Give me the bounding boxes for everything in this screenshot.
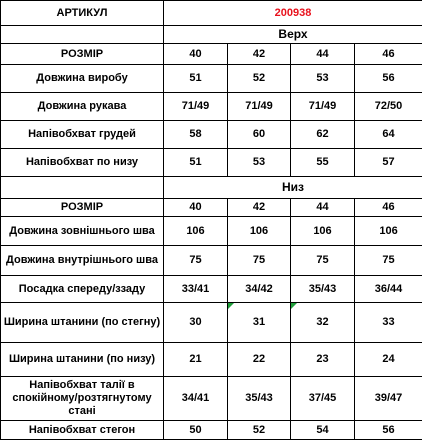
- value-cell: 53: [228, 149, 291, 177]
- row-label: Посадка спереду/ззаду: [1, 276, 164, 303]
- value-cell: 71/49: [164, 93, 228, 121]
- value-cell-flagged: 32: [291, 303, 355, 343]
- table-row: [1, 276, 422, 303]
- bottom-section-header: [1, 177, 422, 199]
- value-cell: 35/43: [228, 377, 291, 421]
- article-label: АРТИКУЛ: [1, 1, 164, 26]
- value-cell: 75: [228, 246, 291, 276]
- value-cell: 56: [355, 421, 422, 440]
- row-label: Ширина штанини (по низу): [1, 343, 164, 377]
- value-cell: 54: [291, 421, 355, 440]
- top-section-header: [1, 26, 422, 44]
- bottom-size-cell: 44: [291, 199, 355, 217]
- bottom-size-label: РОЗМІР: [1, 199, 164, 217]
- top-size-cell: 42: [228, 44, 291, 65]
- value-cell: 75: [291, 246, 355, 276]
- row-label: Довжина виробу: [1, 65, 164, 93]
- row-label: Напівобхват стегон: [1, 421, 164, 440]
- value-cell: 34/41: [164, 377, 228, 421]
- row-label: Напівобхват по низу: [1, 149, 164, 177]
- top-size-cell: 46: [355, 44, 422, 65]
- table-row: [1, 65, 422, 93]
- value-cell: 35/43: [291, 276, 355, 303]
- top-size-cell: 44: [291, 44, 355, 65]
- bottom-size-cell: 40: [164, 199, 228, 217]
- value-cell: 39/47: [355, 377, 422, 421]
- bottom-size-row: [1, 199, 422, 217]
- row-label: Довжина внутрішнього шва: [1, 246, 164, 276]
- value-cell: 23: [291, 343, 355, 377]
- value-cell: 21: [164, 343, 228, 377]
- row-label: Довжина рукава: [1, 93, 164, 121]
- value-cell: 53: [291, 65, 355, 93]
- value-cell: 75: [164, 246, 228, 276]
- value-cell: 34/42: [228, 276, 291, 303]
- table-row: [1, 93, 422, 121]
- bottom-size-cell: 46: [355, 199, 422, 217]
- top-size-row: [1, 44, 422, 65]
- row-label: Напівобхват талії в спокійному/розтягнутому стані: [1, 377, 164, 421]
- value-cell: 33/41: [164, 276, 228, 303]
- value-cell: 60: [228, 121, 291, 149]
- article-row: [1, 1, 422, 26]
- value-cell: 52: [228, 421, 291, 440]
- value-cell: 56: [355, 65, 422, 93]
- table-row: [1, 421, 422, 440]
- table-row: [1, 377, 422, 421]
- value-cell: 58: [164, 121, 228, 149]
- value-cell-flagged: 31: [228, 303, 291, 343]
- table-row: [1, 149, 422, 177]
- value-cell: 36/44: [355, 276, 422, 303]
- value-cell: 71/49: [291, 93, 355, 121]
- top-section-title: Верх: [164, 26, 422, 44]
- value-cell: 24: [355, 343, 422, 377]
- row-label: Напівобхват грудей: [1, 121, 164, 149]
- value-cell: 57: [355, 149, 422, 177]
- value-cell: 52: [228, 65, 291, 93]
- row-label: Ширина штанини (по стегну): [1, 303, 164, 343]
- article-code: 200938: [164, 1, 422, 26]
- top-section-blank-cell: [1, 26, 164, 44]
- bottom-section-title: Низ: [164, 177, 422, 199]
- table-row: [1, 121, 422, 149]
- bottom-section-blank-cell: [1, 177, 164, 199]
- table-row: [1, 303, 422, 343]
- top-size-label: РОЗМІР: [1, 44, 164, 65]
- value-cell: 106: [291, 217, 355, 246]
- value-cell: 62: [291, 121, 355, 149]
- value-cell: 64: [355, 121, 422, 149]
- value-cell: 50: [164, 421, 228, 440]
- bottom-size-cell: 42: [228, 199, 291, 217]
- row-label: Довжина зовнішнього шва: [1, 217, 164, 246]
- table-row: [1, 217, 422, 246]
- value-cell: 30: [164, 303, 228, 343]
- value-cell: 55: [291, 149, 355, 177]
- top-size-cell: 40: [164, 44, 228, 65]
- value-cell: 22: [228, 343, 291, 377]
- value-cell: 37/45: [291, 377, 355, 421]
- value-cell: 33: [355, 303, 422, 343]
- table-row: [1, 246, 422, 276]
- table-row: [1, 343, 422, 377]
- value-cell: 75: [355, 246, 422, 276]
- value-cell: 51: [164, 65, 228, 93]
- value-cell: 106: [355, 217, 422, 246]
- value-cell: 51: [164, 149, 228, 177]
- value-cell: 72/50: [355, 93, 422, 121]
- value-cell: 71/49: [228, 93, 291, 121]
- value-cell: 106: [228, 217, 291, 246]
- value-cell: 106: [164, 217, 228, 246]
